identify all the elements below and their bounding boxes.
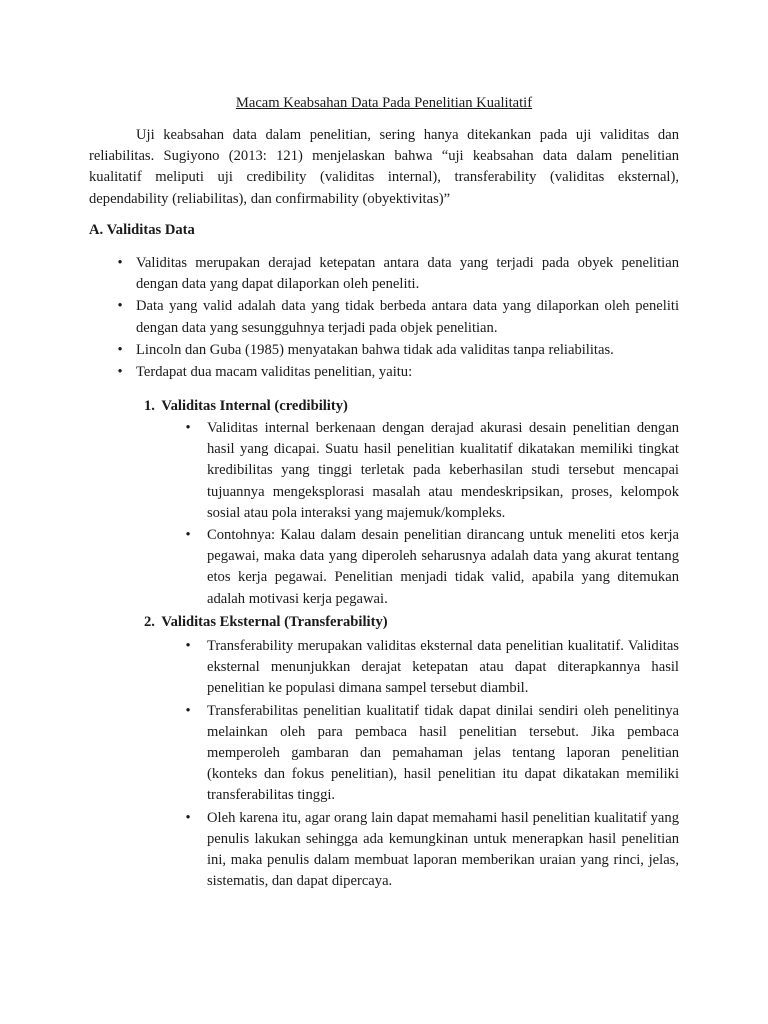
list-item-text: Transferability merupakan validitas eksternal data penelitian kualitatif. Validitas eksternal menunjukkan derajat ketepatan atau dapat diterapkannya hasil penelitian ke populasi dimana sampel tersebut diambil. — [207, 638, 679, 697]
section-a-list — [89, 253, 679, 384]
bullet-icon: • — [185, 702, 191, 719]
bullet-icon: • — [117, 341, 123, 358]
bullet-icon: • — [185, 638, 191, 654]
list-item-text: Validitas internal berkenaan dengan derajad akurasi desain penelitian dengan hasil yang dicapai. Suatu hasil penelitian kualitatif dikatakan memiliki tingkat kredibilitas yang tinggi terletak pada keberhasilan studi tersebut mencapai tujuannya mengeksplorasi masalah atau mendeskripsikan, proses, kelompok sosial atau pola interaksi yang majemuk/kompleks. — [207, 420, 679, 521]
subsection-2-number: 2. — [144, 614, 155, 630]
subsection-2-list — [161, 636, 679, 893]
list-item — [161, 636, 679, 700]
list-item — [89, 253, 679, 295]
subsection-2-heading — [144, 612, 388, 633]
list-item-text: Oleh karena itu, agar orang lain dapat memahami hasil penelitian kualitatif yang penulis lakukan sehingga ada kemungkinan untuk menerapkan hasil penelitian ini, maka penulis dalam membuat laporan memberikan uraian yang rinci, jelas, sistematis, dan dapat dipercaya. — [207, 809, 679, 890]
list-item — [161, 525, 679, 610]
section-a-heading: A. Validitas Data — [89, 222, 195, 238]
bullet-icon: • — [117, 364, 123, 381]
list-item-text: Data yang valid adalah data yang tidak berbeda antara data yang dilaporkan oleh peneliti dengan data yang sesungguhnya terjadi pada objek penelitian. — [136, 298, 679, 336]
list-item — [89, 362, 679, 383]
bullet-icon: • — [185, 809, 191, 826]
list-item — [161, 808, 679, 893]
list-item — [161, 418, 679, 524]
subsection-2-title: Validitas Eksternal (Transferability) — [161, 614, 388, 630]
document-title: Macam Keabsahan Data Pada Penelitian Kualitatif — [235, 95, 533, 111]
subsection-1-number: 1. — [144, 398, 155, 414]
bullet-icon: • — [117, 298, 123, 315]
list-item-text: Contohnya: Kalau dalam desain penelitian dirancang untuk meneliti etos kerja pegawai, maka data yang diperoleh seharusnya adalah data yang akurat tentang etos kerja pegawai. Penelitian menjadi tidak valid, apabila yang ditemukan adalah motivasi kerja pegawai. — [207, 527, 679, 607]
list-item — [161, 701, 679, 807]
intro-paragraph: Uji keabsahan data dalam penelitian, sering hanya ditekankan pada uji validitas dan reliabilitas. Sugiyono (2013: 121) menjelaskan bahwa “uji keabsahan data dalam penelitian kualitatif meliputi uji credibility (validitas internal), transferability (validitas eksternal), dependability (reliabilitas), dan confirmability (obyektivitas)” — [89, 127, 679, 207]
list-item-text: Validitas merupakan derajad ketepatan antara data yang terjadi pada obyek penelitian dengan data yang dapat dilaporkan oleh peneliti. — [136, 255, 679, 293]
bullet-icon: • — [185, 420, 191, 436]
list-item — [89, 296, 679, 338]
list-item-text: Lincoln dan Guba (1985) menyatakan bahwa tidak ada validitas tanpa reliabilitas. — [136, 341, 614, 358]
list-item — [89, 340, 679, 361]
subsection-1-title: Validitas Internal (credibility) — [161, 398, 348, 414]
list-item-text: Terdapat dua macam validitas penelitian, yaitu: — [136, 364, 413, 381]
bullet-icon: • — [185, 527, 191, 544]
subsection-1-heading — [144, 396, 348, 417]
bullet-icon: • — [117, 255, 123, 271]
subsection-1-list — [161, 418, 679, 611]
list-item-text: Transferabilitas penelitian kualitatif tidak dapat dinilai sendiri oleh penelitinya melainkan oleh para pembaca hasil penelitian tersebut. Jika pembaca memperoleh gambaran dan pemahaman jelas tentang laporan penelitian (konteks dan fokus penelitian), hasil penelitian itu dapat dikatakan memiliki transferabilitas tinggi. — [207, 702, 679, 804]
